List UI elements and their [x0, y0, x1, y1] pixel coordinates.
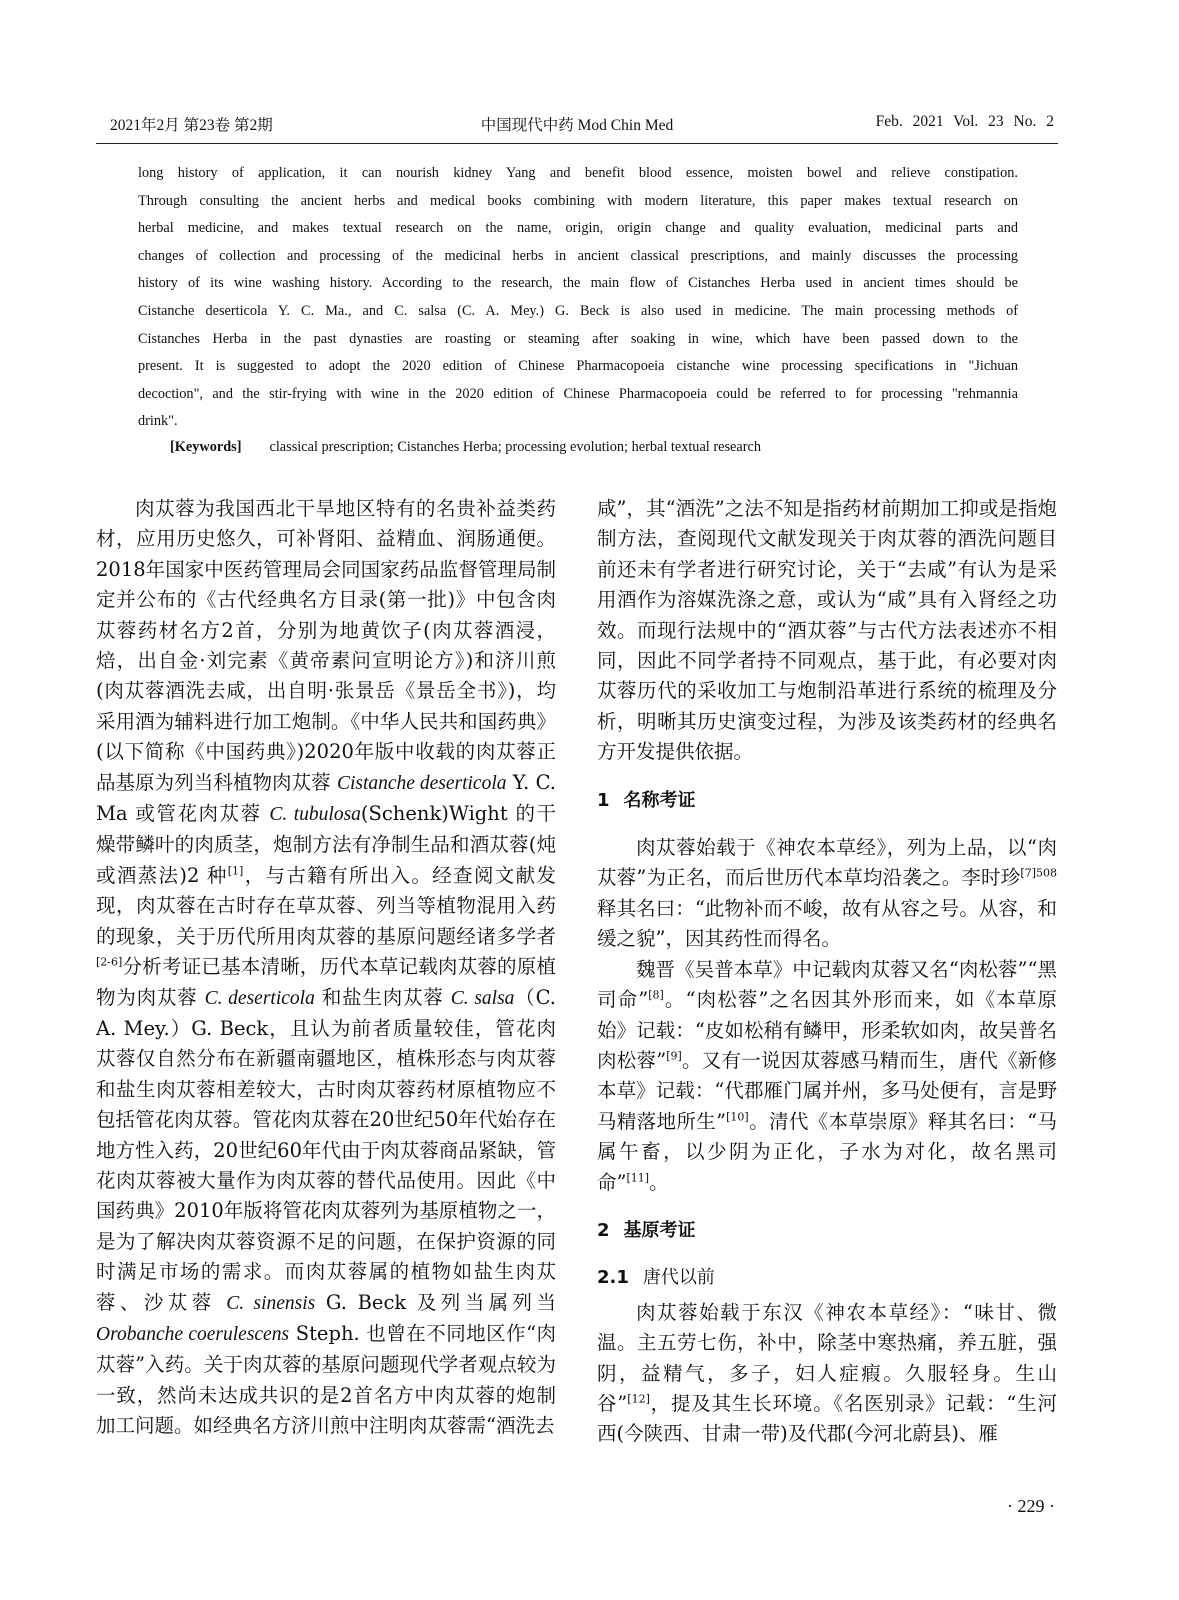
- keywords-label: [Keywords]: [170, 439, 242, 455]
- abstract-line: decoction", and the stir-frying with wine in the 2020 edition of Chinese Pharmacopoeia could be referred to for processing "rehmannia: [138, 385, 1018, 402]
- header-issue-info-en: Feb. 2021 Vol. 23 No. 2: [875, 113, 1054, 130]
- abstract-line: present. It is suggested to adopt the 2020 edition of Chinese Pharmacopoeia cistanche wine processing specifications in "Jichuan: [138, 358, 1018, 375]
- page-number: · 229 ·: [1007, 1496, 1055, 1516]
- running-header: [96, 113, 1058, 143]
- body-paragraph: 肉苁蓉始载于东汉《神农本草经》：“味甘、微温。主五劳七伤，补中，除茎中寒热痛，养五脏，强阴，益精气，多子，妇人症瘕。久服轻身。生山谷”[12]，提及其生长环境。《名医别录》记载：“生河西(今陕西、甘肃一带)及代郡(今河北蔚县)、雁: [597, 1300, 1057, 1446]
- header-rule: [96, 143, 1058, 144]
- header-journal-name: 中国现代中药 Mod Chin Med: [480, 117, 674, 134]
- abstract-line: history of its wine washing history. According to the research, the main flow of Cistanches Herba used in ancient times should be: [138, 275, 1018, 292]
- abstract-line: herbal medicine, and makes textual research on the name, origin, origin change and quality evaluation, medicinal parts and: [138, 220, 1018, 237]
- abstract-line: Through consulting the ancient herbs and medical books combining with modern literature, this paper makes textual research on: [138, 192, 1018, 209]
- section-heading-1: 1 名称考证: [597, 789, 696, 811]
- keywords-line: [170, 439, 761, 456]
- subsection-heading-2-1: 2.1 唐代以前: [597, 1267, 715, 1289]
- citation: [11]: [626, 1171, 650, 1185]
- right-column: [597, 494, 1057, 1450]
- body-paragraph: 肉苁蓉始载于《神农本草经》，列为上品，以“肉苁蓉”为正名，而后世历代本草均沿袭之。李时珍$^{[7]508}$释其名曰：“此物补而不峻，故有从容之号。从容，和缓之貌”，因其药性而得名。: [597, 836, 1057, 951]
- abstract-line: drink".: [138, 413, 178, 430]
- citation: [1]: [227, 864, 244, 878]
- citation: [12]: [627, 1392, 650, 1406]
- citation: [7]508: [1020, 866, 1057, 880]
- abstract-line: Cistanche deserticola Y. C. Ma., and C. salsa (C. A. Mey.) G. Beck is also used in medicine. The main processing methods of: [138, 302, 1018, 319]
- keywords-text: classical prescription; Cistanches Herba; processing evolution; herbal textual research: [269, 439, 761, 455]
- citation: [10]: [726, 1110, 749, 1124]
- abstract-line: changes of collection and processing of the medicinal herbs in ancient classical prescriptions, and mainly discusses the processing: [138, 247, 1018, 264]
- intro-paragraph-continued: 咸”，其“酒洗”之法不知是指药材前期加工抑或是指炮制方法，查阅现代文献发现关于肉苁蓉的酒洗问题目前还未有学者进行研究讨论，关于“去咸”有认为是采用酒作为溶媒洗涤之意，或认为“咸”具有入肾经之功效。而现行法规中的“酒苁蓉”与古代方法表述亦不相同，因此不同学者持不同观点，基于此，有必要对肉苁蓉历代的采收加工与炮制沿革进行系统的梳理及分析，明晰其历史演变过程，为涉及该类药材的经典名方开发提供依据。: [597, 497, 1057, 764]
- section-heading-2: 2 基原考证: [597, 1219, 696, 1241]
- citation: [8]: [648, 988, 664, 1002]
- abstract-line: long history of application, it can nourish kidney Yang and benefit blood essence, moisten bowel and relieve constipation.: [138, 165, 1018, 181]
- abstract-line: Cistanches Herba in the past dynasties are roasting or steaming after soaking in wine, which have been passed down to the: [138, 330, 1018, 347]
- citation: [9]: [666, 1049, 682, 1063]
- english-abstract: [138, 160, 1018, 436]
- body-paragraph: 魏晋《吴普本草》中记载肉苁蓉又名“肉松蓉”“黑司命”[8]。“肉松蓉”之名因其外形而来，如《本草原始》记载：“皮如松稍有鳞甲，形柔软如肉，故吴普名肉松蓉”[9]。又有一说因苁蓉感马精而生，唐代《新修本草》记载：“代郡雁门属并州，多马处便有，言是野马精落地所生”[10]。清代《本草崇原》释其名曰：“马属午畜，以少阴为正化，子水为对化，故名黑司命”[11]。: [597, 957, 1057, 1194]
- intro-paragraph: 肉苁蓉为我国西北干旱地区特有的名贵补益类药材，应用历史悠久，可补肾阳、益精血、润肠通便。2018年国家中医药管理局会同国家药品监督管理局制定并公布的《古代经典名方目录(第一批)》中包含肉苁蓉药材名方2首，分别为地黄饮子(肉苁蓉酒浸，焙，出自金·刘完素《黄帝素问宣明论方》)和济川煎(肉苁蓉酒洗去咸，出自明·张景岳《景岳全书》)，均采用酒为辅料进行加工炮制。《中华人民共和国药典》(以下简称《中国药典》)2020年版中收载的肉苁蓉正品基原为列当科植物肉苁蓉 Cistanche deserticola Y. C. Ma 或管花肉苁蓉 C. tubulosa(Schenk)Wight 的干燥带鳞叶的肉质茎，炮制方法有净制生品和酒苁蓉(炖或酒蒸法)2 种[1]，与古籍有所出入。经查阅文献发现，肉苁蓉在古时存在草苁蓉、列当等植物混用入药的现象，关于历代所用肉苁蓉的基原问题经诸多学者[2-6]分析考证已基本清晰，历代本草记载肉苁蓉的原植物为肉苁蓉 C. deserticola 和盐生肉苁蓉 C. salsa（C. A. Mey.）G. Beck，且认为前者质量较佳，管花肉苁蓉仅自然分布在新疆南疆地区，植株形态与肉苁蓉和盐生肉苁蓉相差较大，古时肉苁蓉药材原植物应不包括管花肉苁蓉。管花肉苁蓉在20世纪50年代始存在地方性入药，20世纪60年代由于肉苁蓉商品紧缺，管花肉苁蓉被大量作为肉苁蓉的替代品使用。因此《中国药典》2010年版将管花肉苁蓉列为基原植物之一，是为了解决肉苁蓉资源不足的问题，在保护资源的同时满足市场的需求。而肉苁蓉属的植物如盐生肉苁蓉、沙苁蓉 C. sinensis G. Beck 及列当属列当 Orobanche coerulescens Steph. 也曾在不同地区作“肉苁蓉”入药。关于肉苁蓉的基原问题现代学者观点较为一致，然尚未达成共识的是2首名方中肉苁蓉的炮制加工问题。如经典名方济川煎中注明肉苁蓉需“酒洗去: [96, 497, 557, 1438]
- left-column: [96, 494, 556, 1442]
- citation: [2-6]: [96, 955, 123, 969]
- header-issue-info: 2021年2月 第23卷 第2期: [110, 117, 273, 134]
